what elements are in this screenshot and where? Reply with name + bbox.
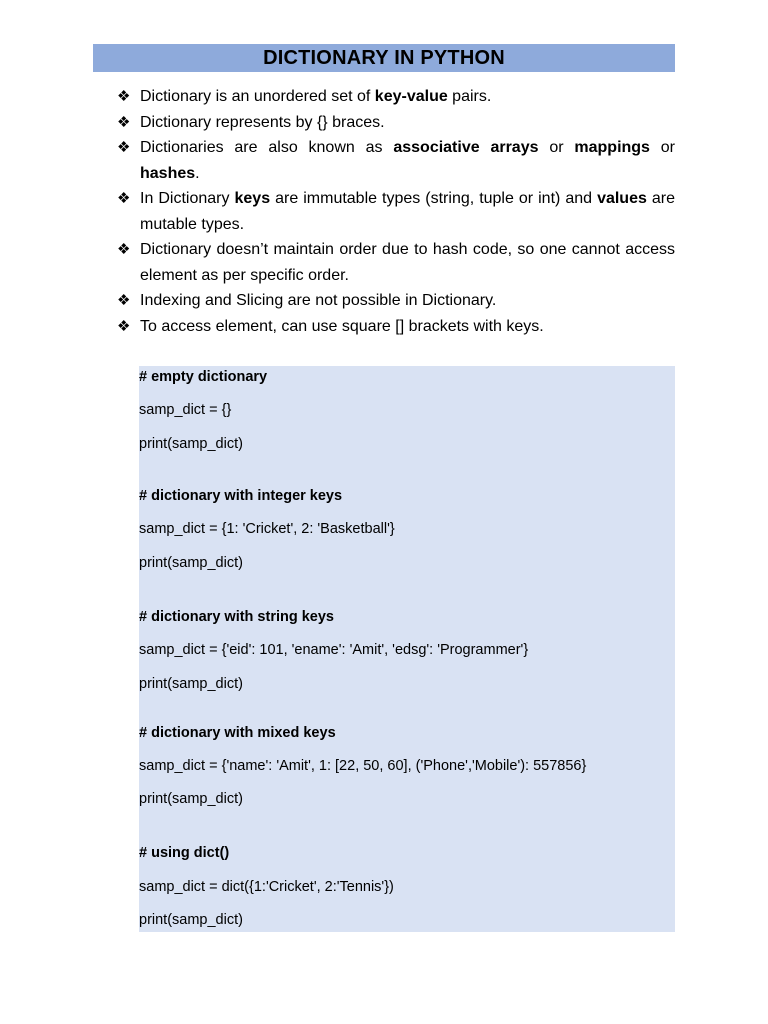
text-run: or <box>649 139 676 156</box>
bullet-text <box>140 288 675 314</box>
bold-term: key-value <box>374 88 448 105</box>
text-run: or <box>538 139 575 156</box>
code-line-str-assign: samp_dict = {'eid': 101, 'ename': 'Amit', 'edsg': 'Programmer'} <box>139 642 529 658</box>
text-run: Dictionaries are also known as <box>140 139 394 156</box>
bold-term: hashes <box>140 164 196 182</box>
code-comment-int-keys: # dictionary with integer keys <box>139 488 343 504</box>
code-line-int-print: print(samp_dict) <box>139 555 243 571</box>
text-run: Dictionary is an unordered set of <box>140 88 375 105</box>
bullet-item <box>117 314 675 340</box>
code-line-mixed-print: print(samp_dict) <box>139 791 243 807</box>
code-comment-mixed-keys: # dictionary with mixed keys <box>139 725 336 741</box>
code-line-empty-print: print(samp_dict) <box>139 436 243 452</box>
text-run: To access element, can use square [] brackets with keys. <box>140 317 544 335</box>
text-run: Dictionary represents by {} braces. <box>140 113 385 131</box>
text-run: Indexing and Slicing are not possible in Dictionary. <box>140 292 497 309</box>
code-comment-empty: # empty dictionary <box>139 369 268 385</box>
code-line-mixed-assign: samp_dict = {'name': 'Amit', 1: [22, 50, 60], ('Phone','Mobile'): 557856} <box>139 758 587 774</box>
bullet-item <box>117 186 675 237</box>
bullet-text <box>140 135 675 186</box>
bold-term: keys <box>234 190 271 207</box>
bullet-text <box>140 237 675 288</box>
bullet-item <box>117 135 675 186</box>
bullet-text <box>140 110 675 136</box>
text-run: . <box>195 164 200 182</box>
bullet-marker-icon: ❖ <box>117 317 131 335</box>
page-title: DICTIONARY IN PYTHON <box>263 46 505 69</box>
code-line-empty-assign: samp_dict = {} <box>139 402 232 418</box>
bullet-marker-icon: ❖ <box>117 241 131 258</box>
text-run: Dictionary doesn’t maintain order due to hash code, so one cannot access element as per specific order. <box>140 241 675 284</box>
bullet-item <box>117 288 675 314</box>
bullet-marker-icon: ❖ <box>117 88 131 105</box>
bullet-marker-icon: ❖ <box>117 292 131 309</box>
text-run: are immutable types (string, tuple or int) and <box>270 190 598 207</box>
title-banner <box>93 44 675 72</box>
bullet-text <box>140 186 675 237</box>
bold-term: mappings <box>574 139 650 156</box>
bold-term: associative arrays <box>393 139 539 156</box>
bullet-list <box>117 84 675 339</box>
bullet-marker-icon: ❖ <box>117 190 131 207</box>
bullet-marker-icon: ❖ <box>117 113 131 131</box>
code-line-dict-assign: samp_dict = dict({1:'Cricket', 2:'Tennis'}) <box>139 879 394 895</box>
bullet-item <box>117 84 675 110</box>
bullet-item <box>117 110 675 136</box>
code-comment-dict: # using dict() <box>139 845 230 861</box>
bullet-text <box>140 314 675 340</box>
text-run: In Dictionary <box>140 190 235 207</box>
bold-term: values <box>597 190 647 207</box>
bullet-marker-icon: ❖ <box>117 139 131 156</box>
text-run: are mutable types. <box>140 190 676 233</box>
code-line-dict-print: print(samp_dict) <box>139 912 243 928</box>
code-comment-str-keys: # dictionary with string keys <box>139 609 334 625</box>
text-run: pairs. <box>447 88 492 105</box>
code-line-str-print: print(samp_dict) <box>139 676 243 692</box>
bullet-text <box>140 84 675 110</box>
code-line-int-assign: samp_dict = {1: 'Cricket', 2: 'Basketball'} <box>139 521 395 537</box>
bullet-item <box>117 237 675 288</box>
